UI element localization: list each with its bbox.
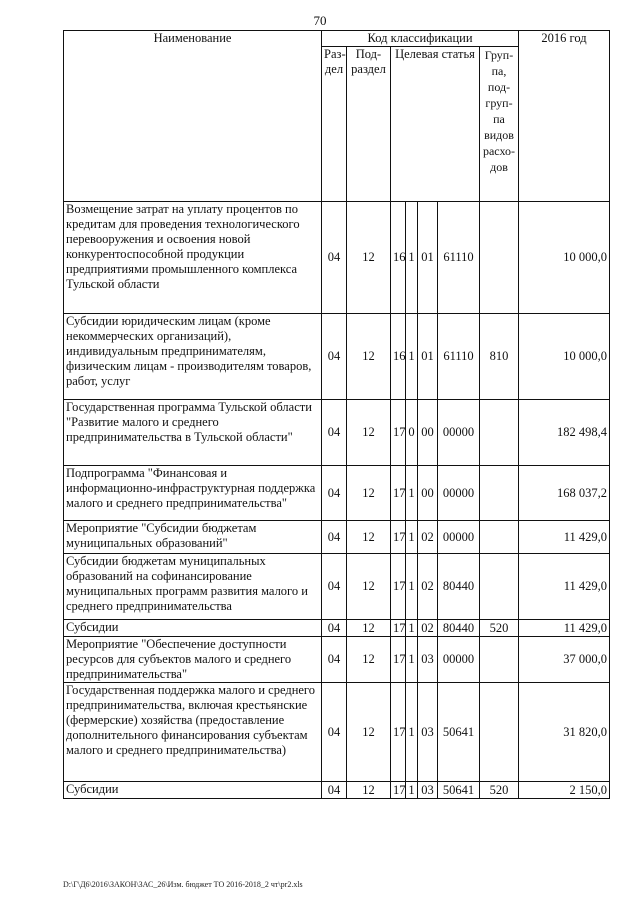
row-target-direction: 50641: [438, 683, 480, 782]
row-target-event: 02: [418, 554, 438, 620]
row-expense-group: 520: [480, 620, 519, 637]
row-target-subprogram: 1: [406, 466, 418, 521]
row-target-program: 16: [391, 202, 406, 314]
row-target-direction: 80440: [438, 620, 480, 637]
table-row: [64, 637, 610, 683]
row-section: 04: [322, 782, 347, 799]
row-subsection: 12: [347, 782, 391, 799]
row-expense-group: [480, 202, 519, 314]
row-section: 04: [322, 314, 347, 400]
header-subsection: Под- раздел: [347, 47, 391, 202]
row-target-subprogram: 1: [406, 782, 418, 799]
row-expense-group: 810: [480, 314, 519, 400]
header-target-article: Целевая статья: [391, 47, 480, 202]
row-target-subprogram: 1: [406, 554, 418, 620]
table-row: [64, 202, 610, 314]
row-section: 04: [322, 400, 347, 466]
row-name: Государственная программа Тульской области "Развитие малого и среднего предпринимательства в Тульской области": [64, 400, 322, 466]
row-subsection: 12: [347, 400, 391, 466]
row-amount: 10 000,0: [519, 314, 610, 400]
row-target-event: 01: [418, 314, 438, 400]
row-section: 04: [322, 466, 347, 521]
row-target-program: 17: [391, 400, 406, 466]
header-expense-group: Груп- па, под- груп- па видов расхо- дов: [480, 47, 519, 202]
row-amount: 31 820,0: [519, 683, 610, 782]
row-target-subprogram: 0: [406, 400, 418, 466]
row-section: 04: [322, 202, 347, 314]
row-name: Субсидии: [64, 782, 322, 799]
budget-table: [63, 30, 610, 799]
header-year: 2016 год: [519, 31, 610, 202]
row-target-subprogram: 1: [406, 620, 418, 637]
row-subsection: 12: [347, 554, 391, 620]
row-target-direction: 61110: [438, 202, 480, 314]
row-target-event: 03: [418, 637, 438, 683]
row-target-program: 17: [391, 554, 406, 620]
row-subsection: 12: [347, 637, 391, 683]
row-subsection: 12: [347, 620, 391, 637]
row-expense-group: 520: [480, 782, 519, 799]
row-target-program: 16: [391, 314, 406, 400]
row-target-direction: 00000: [438, 521, 480, 554]
row-target-direction: 80440: [438, 554, 480, 620]
table-row: [64, 314, 610, 400]
row-section: 04: [322, 683, 347, 782]
row-expense-group: [480, 637, 519, 683]
row-name: Подпрограмма "Финансовая и информационно-инфраструктурная поддержка малого и среднего предпринимательства": [64, 466, 322, 521]
row-target-event: 02: [418, 620, 438, 637]
row-name: Мероприятие "Обеспечение доступности ресурсов для субъектов малого и среднего предпринимательства": [64, 637, 322, 683]
row-amount: 10 000,0: [519, 202, 610, 314]
row-target-program: 17: [391, 466, 406, 521]
row-expense-group: [480, 400, 519, 466]
table-row: [64, 521, 610, 554]
row-target-direction: 00000: [438, 466, 480, 521]
row-target-event: 01: [418, 202, 438, 314]
row-target-event: 03: [418, 683, 438, 782]
row-amount: 168 037,2: [519, 466, 610, 521]
row-target-program: 17: [391, 637, 406, 683]
row-target-direction: 61110: [438, 314, 480, 400]
row-expense-group: [480, 554, 519, 620]
row-target-direction: 00000: [438, 400, 480, 466]
row-target-program: 17: [391, 521, 406, 554]
row-subsection: 12: [347, 314, 391, 400]
row-name: Мероприятие "Субсидии бюджетам муниципальных образований": [64, 521, 322, 554]
row-amount: 2 150,0: [519, 782, 610, 799]
row-name: Субсидии бюджетам муниципальных образований на софинансирование муниципальных программ развития малого и среднего предпринимательства: [64, 554, 322, 620]
row-section: 04: [322, 620, 347, 637]
table-row: [64, 400, 610, 466]
table-row: [64, 683, 610, 782]
row-name: Субсидии юридическим лицам (кроме некоммерческих организаций), индивидуальным предпринимателям, физическим лицам - производителям товаров, работ, услуг: [64, 314, 322, 400]
table-row: [64, 782, 610, 799]
row-target-subprogram: 1: [406, 637, 418, 683]
row-name: Государственная поддержка малого и среднего предпринимательства, включая крестьянские (фермерские) хозяйства (предоставление дополнительного финансирования субъектам малого и среднего предпринимательства): [64, 683, 322, 782]
row-target-subprogram: 1: [406, 202, 418, 314]
row-target-event: 02: [418, 521, 438, 554]
row-expense-group: [480, 683, 519, 782]
row-target-subprogram: 1: [406, 314, 418, 400]
file-path-footer: D:\Г\Д6\2016\ЗАКОН\ЗАС_26\Изм. бюджет ТО 2016-2018_2 чт\pr2.xls: [63, 880, 303, 889]
header-code: Код классификации: [322, 31, 519, 47]
row-target-event: 00: [418, 466, 438, 521]
row-expense-group: [480, 521, 519, 554]
row-target-event: 03: [418, 782, 438, 799]
row-subsection: 12: [347, 521, 391, 554]
row-section: 04: [322, 521, 347, 554]
table-row: [64, 466, 610, 521]
row-name: Субсидии: [64, 620, 322, 637]
header-name: Наименование: [64, 31, 322, 202]
row-subsection: 12: [347, 683, 391, 782]
row-amount: 11 429,0: [519, 554, 610, 620]
row-target-event: 00: [418, 400, 438, 466]
row-subsection: 12: [347, 202, 391, 314]
row-target-program: 17: [391, 683, 406, 782]
row-section: 04: [322, 637, 347, 683]
row-target-direction: 50641: [438, 782, 480, 799]
row-section: 04: [322, 554, 347, 620]
row-target-subprogram: 1: [406, 521, 418, 554]
row-subsection: 12: [347, 466, 391, 521]
row-amount: 182 498,4: [519, 400, 610, 466]
header-section: Раз- дел: [322, 47, 347, 202]
row-target-subprogram: 1: [406, 683, 418, 782]
row-target-program: 17: [391, 620, 406, 637]
row-expense-group: [480, 466, 519, 521]
table-row: [64, 554, 610, 620]
row-name: Возмещение затрат на уплату процентов по кредитам для проведения технологического перевооружения и освоения новой конкурентоспособной продукции предприятиями промышленного комплекса Тульской области: [64, 202, 322, 314]
row-amount: 11 429,0: [519, 620, 610, 637]
table-row: [64, 620, 610, 637]
row-target-program: 17: [391, 782, 406, 799]
row-amount: 37 000,0: [519, 637, 610, 683]
page-number: 70: [313, 13, 327, 28]
row-target-direction: 00000: [438, 637, 480, 683]
row-amount: 11 429,0: [519, 521, 610, 554]
